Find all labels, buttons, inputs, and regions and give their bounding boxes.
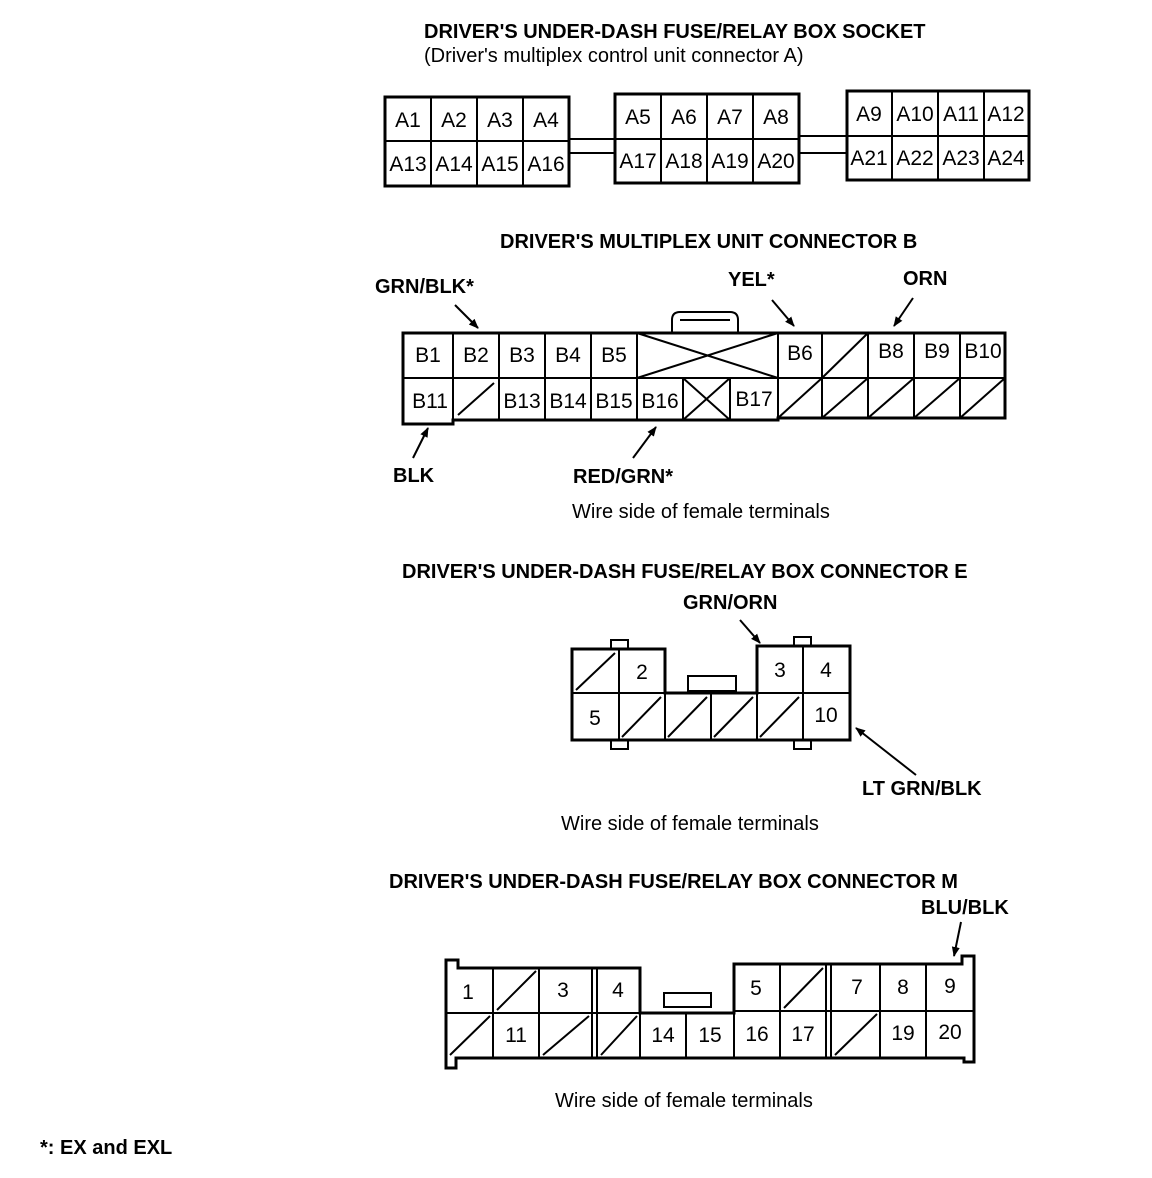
socket-a-cell: A19 (711, 150, 749, 173)
connector-m-cell: 17 (791, 1023, 815, 1046)
connector-b-cell: B8 (878, 340, 904, 363)
socket-a-cell: A1 (395, 109, 421, 132)
connector-b-cell: B15 (595, 390, 633, 413)
connector-b (375, 231, 1005, 523)
socket-a (385, 21, 1029, 186)
connector-b-cell: B1 (415, 344, 441, 367)
connector-b-caption: Wire side of female terminals (572, 501, 830, 523)
connector-e-latch (688, 676, 736, 691)
connector-e-cell: 5 (589, 707, 601, 730)
wire-label-b16: RED/GRN* (573, 466, 674, 488)
socket-a-cell: A16 (527, 153, 565, 176)
connector-b-cell: B17 (735, 388, 773, 411)
socket-a-cell: A18 (665, 150, 703, 173)
socket-a-title: DRIVER'S UNDER-DASH FUSE/RELAY BOX SOCKET (424, 21, 926, 43)
socket-a-cell: A24 (987, 147, 1025, 170)
connector-b-cell: B4 (555, 344, 581, 367)
connector-m-title: DRIVER'S UNDER-DASH FUSE/RELAY BOX CONNECTOR M (389, 871, 958, 893)
connector-b-cell: B3 (509, 344, 535, 367)
arrow-b2 (455, 305, 478, 328)
connector-b-cell: B10 (964, 340, 1002, 363)
socket-a-cell: A12 (987, 103, 1025, 126)
connector-m-latch (664, 993, 711, 1007)
socket-a-cell: A5 (625, 106, 651, 129)
connector-m-cell: 4 (612, 979, 624, 1002)
footnote: *: EX and EXL (40, 1137, 173, 1159)
connector-e (402, 561, 982, 835)
connector-b-cell: B14 (549, 390, 587, 413)
connector-e-title: DRIVER'S UNDER-DASH FUSE/RELAY BOX CONNECTOR E (402, 561, 968, 583)
socket-a-cell: A8 (763, 106, 789, 129)
arrow-b16 (633, 427, 656, 458)
wire-label-b2: GRN/BLK* (375, 276, 474, 298)
arrow-e3 (740, 620, 760, 643)
connector-e-cell: 2 (636, 661, 648, 684)
wire-label-b6: YEL* (728, 269, 775, 291)
wire-label-b8: ORN (903, 268, 948, 290)
connector-m-cell: 14 (651, 1024, 675, 1047)
connector-m-cell: 16 (745, 1023, 769, 1046)
socket-a-subtitle: (Driver's multiplex control unit connector A) (424, 45, 804, 67)
connector-m-cell: 9 (944, 975, 956, 998)
connector-b-latch (672, 312, 738, 332)
connector-m (389, 871, 1009, 1112)
socket-a-cell: A22 (896, 147, 934, 170)
wire-label-b11: BLK (393, 465, 435, 487)
socket-a-cell: A15 (481, 153, 519, 176)
socket-a-cell: A20 (757, 150, 795, 173)
arrow-b6 (772, 300, 794, 326)
socket-a-cell: A14 (435, 153, 473, 176)
socket-a-cell: A21 (850, 147, 888, 170)
socket-a-cell: A6 (671, 106, 697, 129)
connector-m-cell: 5 (750, 977, 762, 1000)
arrow-m9 (954, 922, 961, 956)
connector-e-cell: 3 (774, 659, 786, 682)
socket-a-cell: A17 (619, 150, 657, 173)
connector-m-cell: 11 (505, 1024, 527, 1047)
connector-b-cell: B2 (463, 344, 489, 367)
connector-b-cell: B13 (503, 390, 541, 413)
connector-e-cell: 10 (814, 704, 838, 727)
socket-a-cell: A2 (441, 109, 467, 132)
arrow-e10 (856, 728, 916, 775)
connector-m-cell: 1 (462, 981, 474, 1004)
socket-a-cell: A9 (856, 103, 882, 126)
connector-b-cell: B9 (924, 340, 950, 363)
connector-b-blank-x (637, 333, 778, 378)
socket-a-cell: A23 (942, 147, 980, 170)
wire-label-e10: LT GRN/BLK (862, 778, 982, 800)
socket-a-cell: A4 (533, 109, 559, 132)
arrow-b11 (413, 428, 428, 458)
connector-b-cell: B16 (641, 390, 679, 413)
connector-m-cell: 7 (851, 976, 863, 999)
connector-m-cell: 20 (938, 1021, 962, 1044)
socket-a-cell: A11 (943, 103, 979, 126)
connector-m-cell: 8 (897, 976, 909, 999)
connector-b-cell: B6 (787, 342, 813, 365)
socket-a-cell: A7 (717, 106, 743, 129)
connector-m-cell: 15 (698, 1024, 722, 1047)
connector-b-title: DRIVER'S MULTIPLEX UNIT CONNECTOR B (500, 231, 918, 253)
socket-a-cell: A3 (487, 109, 513, 132)
connector-e-caption: Wire side of female terminals (561, 813, 819, 835)
connector-m-cell: 3 (557, 979, 569, 1002)
wire-label-e3: GRN/ORN (683, 592, 778, 614)
connector-e-cell: 4 (820, 659, 832, 682)
socket-a-cell: A13 (389, 153, 427, 176)
connector-e-empty-cells (576, 653, 799, 737)
connector-m-cell: 19 (891, 1022, 915, 1045)
connector-m-caption: Wire side of female terminals (555, 1090, 813, 1112)
connector-b-cell: B5 (601, 344, 627, 367)
socket-a-cell: A10 (896, 103, 934, 126)
connector-b-cell: B11 (412, 390, 448, 413)
wire-label-m9: BLU/BLK (921, 897, 1009, 919)
arrow-b8 (894, 298, 913, 326)
